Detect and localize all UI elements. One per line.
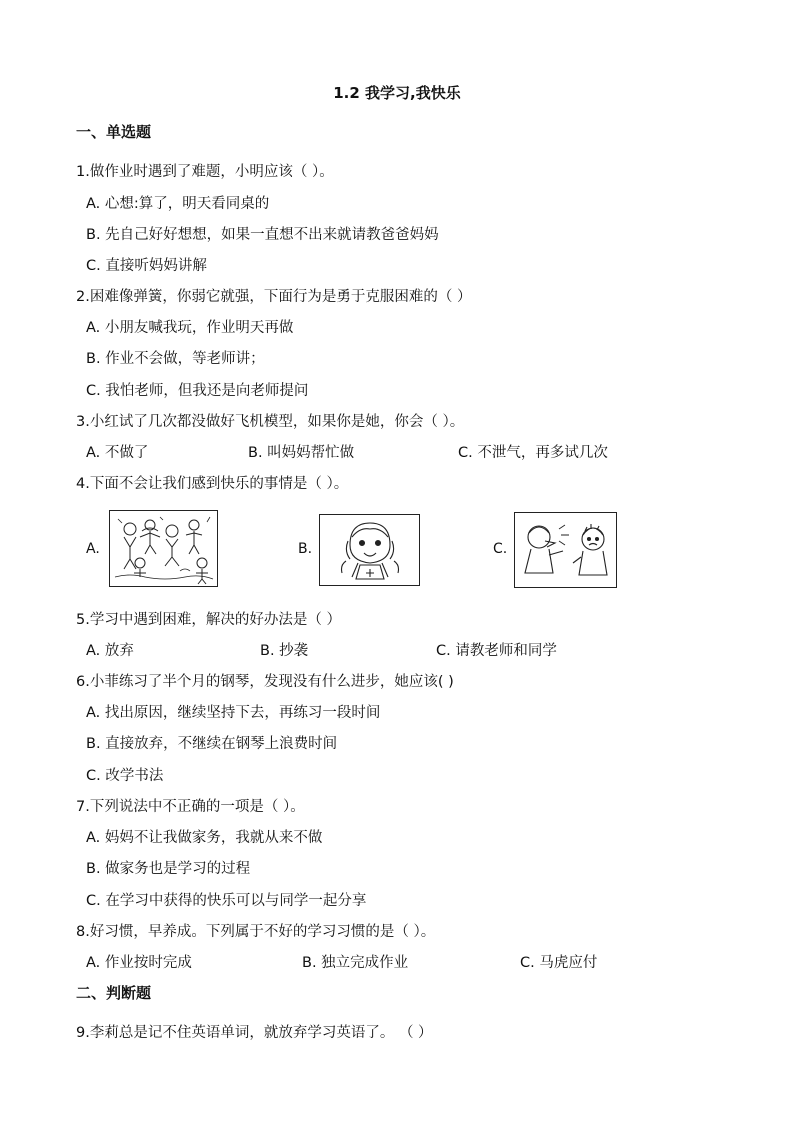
question-8-option-c: C. 马虎应付	[520, 955, 598, 971]
question-2: 2.困难像弹簧，你弱它就强，下面行为是勇于克服困难的（ ）	[76, 289, 472, 305]
section-heading-judgement: 二、判断题	[76, 984, 152, 1002]
question-5: 5.学习中遇到困难，解决的好办法是（ ）	[76, 612, 341, 628]
question-9: 9.李莉总是记不住英语单词，就放弃学习英语了。 （ ）	[76, 1025, 433, 1041]
question-3-option-c: C. 不泄气，再多试几次	[458, 445, 608, 461]
question-3-option-b: B. 叫妈妈帮忙做	[248, 445, 355, 461]
girl-smiling-picture-icon	[319, 514, 420, 586]
question-4-option-b: B.	[298, 541, 313, 557]
question-8-option-b: B. 独立完成作业	[302, 955, 409, 971]
question-3-options	[86, 441, 706, 463]
question-8: 8.好习惯，早养成。下列属于不好的学习习惯的是（ ）。	[76, 924, 436, 940]
question-5-option-b: B. 抄袭	[260, 643, 309, 659]
question-2-option-a: A. 小朋友喊我玩，作业明天再做	[86, 320, 294, 336]
question-1-option-c: C. 直接听妈妈讲解	[86, 258, 207, 274]
question-2-option-c: C. 我怕老师，但我还是向老师提问	[86, 383, 309, 399]
question-7-option-c: C. 在学习中获得的快乐可以与同学一起分享	[86, 893, 367, 909]
question-8-options	[86, 951, 706, 973]
question-1-option-b: B. 先自己好好想想，如果一直想不出来就请教爸爸妈妈	[86, 227, 439, 243]
question-5-option-a: A. 放弃	[86, 643, 134, 659]
question-6-option-c: C. 改学书法	[86, 768, 164, 784]
question-5-options	[86, 639, 706, 661]
question-2-option-b: B. 作业不会做，等老师讲；	[86, 351, 265, 367]
page-title: 1.2 我学习,我快乐	[333, 84, 461, 102]
question-7: 7.下列说法中不正确的一项是（ ）。	[76, 799, 305, 815]
children-playing-picture-icon	[109, 510, 218, 587]
question-4-option-a: A.	[86, 541, 100, 557]
question-1-option-a: A. 心想:算了，明天看同桌的	[86, 196, 270, 212]
question-1: 1.做作业时遇到了难题，小明应该（ ）。	[76, 164, 334, 180]
question-4: 4.下面不会让我们感到快乐的事情是（ ）。	[76, 476, 349, 492]
question-3: 3.小红试了几次都没做好飞机模型，如果你是她，你会（ ）。	[76, 414, 465, 430]
question-8-option-a: A. 作业按时完成	[86, 955, 192, 971]
question-3-option-a: A. 不做了	[86, 445, 149, 461]
question-7-option-a: A. 妈妈不让我做家务，我就从来不做	[86, 830, 323, 846]
two-boys-arguing-picture-icon	[514, 512, 617, 588]
question-5-option-c: C. 请教老师和同学	[436, 643, 557, 659]
question-6-option-b: B. 直接放弃，不继续在钢琴上浪费时间	[86, 736, 338, 752]
question-6: 6.小菲练习了半个月的钢琴，发现没有什么进步，她应该( )	[76, 674, 454, 690]
question-7-option-b: B. 做家务也是学习的过程	[86, 861, 251, 877]
question-6-option-a: A. 找出原因，继续坚持下去，再练习一段时间	[86, 705, 381, 721]
section-heading-single-choice: 一、单选题	[76, 123, 152, 141]
question-4-option-c: C.	[493, 541, 508, 557]
